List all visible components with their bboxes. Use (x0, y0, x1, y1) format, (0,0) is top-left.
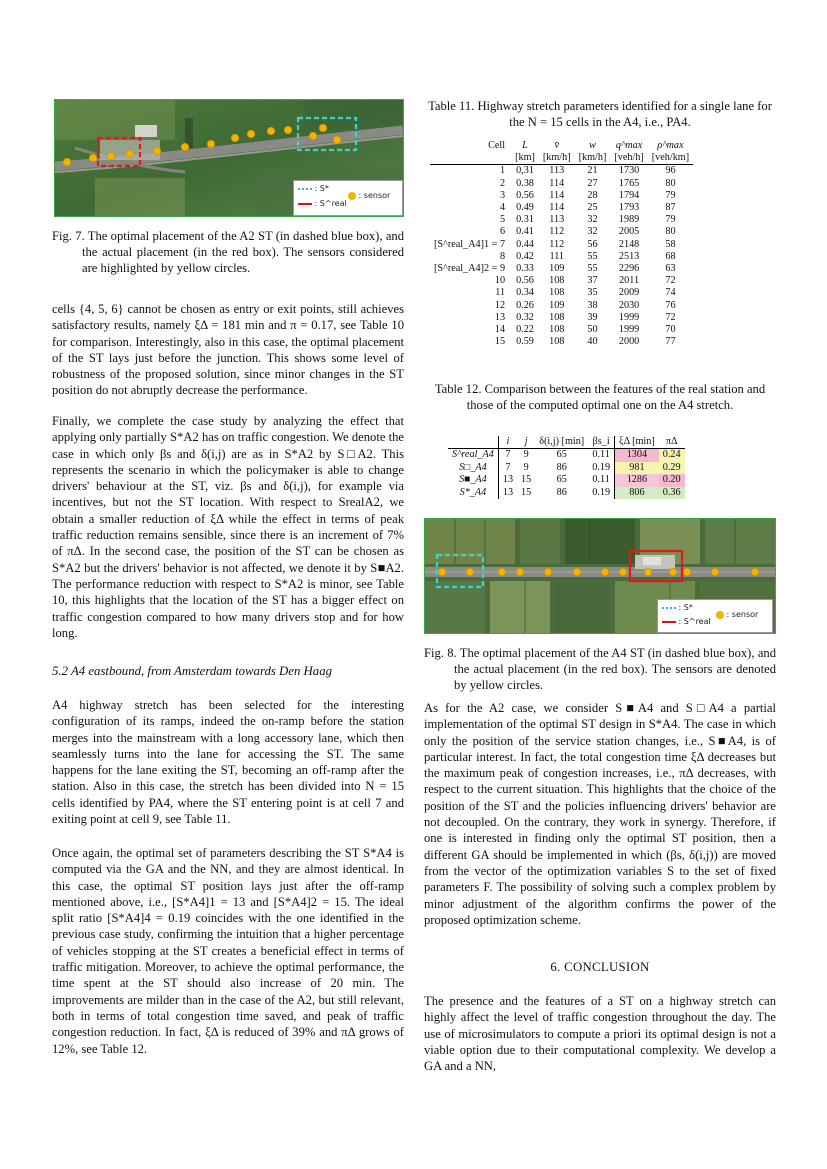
table-cell: 32 (587, 214, 598, 226)
table-cell: 4 (499, 202, 506, 214)
dashed-line-icon (662, 607, 676, 609)
fig7-map (54, 99, 404, 217)
table11-header: q^max (615, 140, 643, 151)
table-cell: 111 (549, 250, 565, 262)
sensor-icon (89, 154, 97, 162)
sensor-icon (573, 568, 581, 576)
table-cell: 10 (494, 275, 506, 287)
table-cell: 86 (556, 461, 567, 473)
fig7-legend (293, 180, 403, 216)
table-cell: 80 (665, 226, 676, 238)
dashed-line-icon (298, 188, 312, 190)
table-cell: 2005 (618, 226, 640, 238)
table11-unit (430, 152, 511, 165)
table12-caption: Table 12. Comparison between the features of the real station and those of the computed optimal one on the A4 stretch. (434, 382, 766, 412)
table11-unit: [km/h] (578, 152, 607, 164)
fig8-caption-label: Fig. 8. (424, 646, 457, 660)
table12-header (448, 436, 498, 449)
table-cell: S^real_A4 (452, 449, 494, 461)
paragraph: cells {4, 5, 6} cannot be chosen as entry or exit points, still achieves satisfactory results, namely ξΔ = 181 min and π = 0.17, see Table 10 for comparison. Interestingly, also in this case, the optimal placement of the ST lays just before the junction. This shows some level of robustness of the proposed solution, since minor changes in the ST position do not abruptly decrease the performance. (52, 302, 404, 398)
table11-header: v̄ (554, 140, 560, 151)
table-cell: 1286 (615, 474, 659, 486)
table-cell: 11 (495, 287, 506, 299)
legend-optimal-label: : S* (678, 603, 693, 612)
table-cell: 2030 (618, 299, 640, 311)
table-cell: 114 (549, 189, 565, 201)
table-cell: 14 (494, 324, 506, 336)
table-cell: 7 (498, 462, 517, 474)
legend-optimal-label: : S* (314, 184, 329, 193)
sensor-icon (153, 147, 161, 155)
table-cell: 109 (549, 299, 565, 311)
table-cell: 13 (494, 311, 506, 323)
table-cell: 28 (587, 189, 598, 201)
table-cell: 32 (587, 226, 598, 238)
table-row (430, 324, 693, 336)
table-row (430, 190, 693, 202)
table-cell: 1793 (618, 202, 640, 214)
sensor-icon (247, 130, 255, 138)
sensor-icon (207, 140, 215, 148)
table-cell: S■_A4 (459, 474, 487, 486)
table-cell: 21 (587, 165, 598, 177)
legend-sensor-label: : sensor (726, 610, 759, 619)
table-cell: 806 (615, 487, 659, 499)
sensor-icon (683, 568, 691, 576)
solid-line-icon (298, 203, 312, 205)
table11-unit: [veh/km] (651, 152, 690, 164)
table-cell: 65 (556, 474, 567, 486)
table-row (430, 263, 693, 275)
table-cell: 56 (587, 238, 598, 250)
table-cell: 981 (615, 462, 659, 474)
legend-real-label: : S^real (314, 199, 347, 208)
sensor-icon (438, 568, 446, 576)
table-cell: 2148 (618, 238, 640, 250)
table12-header: i (498, 436, 517, 449)
table-cell: 77 (665, 336, 676, 348)
table-cell: 0,31 (516, 165, 534, 177)
table-cell: 0.26 (516, 299, 534, 311)
sensor-icon (498, 568, 506, 576)
table11-unit: [veh/h] (614, 152, 644, 164)
legend-sensor-label: : sensor (358, 191, 391, 200)
table-cell: 37 (587, 275, 598, 287)
paragraph: A4 highway stretch has been selected for the interesting configuration of its ramps, indeed the on-ramp before the station merges into the mainstream with a long accessory lane, which then seamlessly turns into the lane for accessing the ST. The same happens for the lane exiting the ST, becoming an off-ramp after the station. Also in this case, the stretch has been divided into N = 15 cells identified by PA4, where the ST entering point is at cell 7 and exiting point at cell 9, see Table 11. (52, 698, 404, 827)
table-cell: 39 (587, 311, 598, 323)
fig7-caption-label: Fig. 7. (52, 229, 85, 243)
table-row (448, 449, 685, 462)
sensor-icon (516, 568, 524, 576)
table-cell: 0.19 (592, 486, 611, 498)
table-cell: 55 (587, 250, 598, 262)
table11-caption: Table 11. Highway stretch parameters identified for a single lane for the N = 15 cells in the A4, i.e., PA4. (428, 99, 772, 129)
sensor-icon (716, 611, 724, 619)
sensor-icon (466, 568, 474, 576)
sensor-icon (267, 127, 275, 135)
table-cell: 70 (665, 324, 676, 336)
table-cell: 113 (549, 165, 565, 177)
table-cell: 86 (556, 486, 567, 498)
table-cell: 108 (549, 287, 565, 299)
table11-unit: [km] (515, 152, 535, 164)
table-cell: 0.36 (659, 487, 685, 499)
table-cell: 1730 (618, 165, 640, 177)
table11-header: Cell (488, 140, 506, 151)
table11-header: w (589, 140, 596, 151)
table-cell: 2513 (618, 250, 640, 262)
table12-header: j (524, 436, 528, 447)
sensor-icon (309, 132, 317, 140)
table-cell: 0.42 (516, 250, 534, 262)
table-cell: 113 (549, 214, 565, 226)
table-cell: 109 (549, 263, 565, 275)
table-row (430, 251, 693, 263)
sensor-icon (601, 568, 609, 576)
table-cell: S*_A4 (459, 486, 487, 498)
table-cell: 108 (549, 336, 565, 348)
paragraph: The presence and the features of a ST on a highway stretch can highly affect the level of traffic congestion throughout the day. The use of microsimulators to compute a priori its optimal design is not a viable option due to their computational complexity. We develop a GA and a NN, (424, 994, 776, 1074)
table-cell: 0.11 (592, 474, 610, 486)
table12-header: βs_i (592, 436, 610, 447)
table-row (430, 312, 693, 324)
table-cell: 68 (665, 250, 676, 262)
table11-unit: [km/h] (542, 152, 571, 164)
table-cell: 76 (665, 299, 676, 311)
table-cell: 63 (665, 263, 676, 275)
table-cell: 0.44 (516, 238, 534, 250)
table-cell: 0.19 (592, 461, 611, 473)
table-cell: 1 (499, 165, 506, 177)
table-cell: 0.59 (516, 336, 534, 348)
table-cell: 0.49 (516, 202, 534, 214)
table-cell: 2000 (618, 336, 640, 348)
table-cell: 1999 (618, 311, 640, 323)
table-cell: 3 (499, 189, 506, 201)
table-cell: 79 (665, 214, 676, 226)
sensor-icon (284, 126, 292, 134)
table-cell: 108 (549, 324, 565, 336)
table-cell: 96 (665, 165, 676, 177)
table-cell: 38 (587, 299, 598, 311)
fig7-caption (52, 228, 404, 276)
table-cell: 114 (549, 177, 565, 189)
table12-header: δ(i,j) [min] (539, 436, 585, 447)
table-cell: 2009 (618, 287, 640, 299)
table-cell: 0.41 (516, 226, 534, 238)
table-cell: 6 (499, 226, 506, 238)
table-cell: 1989 (618, 214, 640, 226)
table-cell: 2011 (619, 275, 640, 287)
table-cell: 1999 (618, 324, 640, 336)
table-cell: 8 (499, 250, 506, 262)
table-cell: 5 (499, 214, 506, 226)
table-cell: 87 (665, 202, 676, 214)
sensor-icon (333, 136, 341, 144)
table-cell: 0.38 (516, 177, 534, 189)
table-cell: 0.24 (659, 449, 685, 462)
fig8-map (424, 518, 776, 634)
fig7-caption-text: The optimal placement of the A2 ST (in dashed blue box), and the actual placement (in the red box). The sensors considered are highlighted by yellow circles. (82, 229, 404, 275)
table-cell: 2296 (618, 263, 640, 275)
table11-header: L (522, 140, 528, 151)
sensor-icon (107, 152, 115, 160)
table11 (430, 140, 693, 348)
table-cell: [S^real_A4]2 = 9 (434, 263, 506, 275)
table-cell: 72 (665, 311, 676, 323)
sensor-icon (126, 150, 134, 158)
table-cell: 15 (521, 486, 532, 498)
table-cell: 9 (523, 461, 529, 473)
table-cell: 50 (587, 324, 598, 336)
table-cell: 80 (665, 177, 676, 189)
table-cell: 112 (549, 238, 565, 250)
table12 (448, 436, 685, 499)
table-cell: 55 (587, 263, 598, 275)
table-row (448, 462, 685, 474)
table-row (448, 487, 685, 499)
table-cell: 7 (498, 449, 517, 462)
table-cell: 58 (665, 238, 676, 250)
table-cell: 0.32 (516, 311, 534, 323)
table-cell: 0.31 (516, 214, 534, 226)
section-heading-6: 6. CONCLUSION (550, 960, 650, 974)
table-row (430, 275, 693, 287)
table-cell: 108 (549, 275, 565, 287)
table11-header: ρ^max (657, 140, 684, 151)
table-row (430, 300, 693, 312)
table-row (448, 474, 685, 486)
table-cell: 1304 (615, 449, 659, 462)
sensor-icon (544, 568, 552, 576)
table-cell: 27 (587, 177, 598, 189)
table-cell: 0.56 (516, 275, 534, 287)
solid-line-icon (662, 621, 676, 623)
table-cell: 0.29 (659, 462, 685, 474)
table-cell: [S^real_A4]1 = 7 (434, 238, 506, 250)
sensor-icon (644, 568, 652, 576)
table-cell: 0.20 (659, 474, 685, 486)
sensor-icon (319, 124, 327, 132)
sensor-icon (231, 134, 239, 142)
table-cell: 0.33 (516, 263, 534, 275)
paragraph: As for the A2 case, we consider S■A4 and S□A4 a partial implementation of the optimal ST design in S*A4. The case in which only the position of the service station changes, i.e., S■A4, is of particular interest. In fact, the total congestion time ξΔ decreases but the maximum peak of congestion increases, i.e., πΔ decreases, with respect to the current situation. This highlights that the choice of the position of the ST and the policies influencing drivers' behavior are not decoupled. On the contrary, they work in synergy. Therefore, if one is interested in finding only the optimal ST position, then a different GA should be implemented in which (βs, δ(i,j)) are moved from the vector of the optimization variables S to the set of fixed parameters F. The possibility of solving such a complex problem by minor adjustment of the algorithm confirms the power of the proposed optimization scheme. (424, 701, 776, 927)
table-cell: 0.56 (516, 189, 534, 201)
sensor-icon (711, 568, 719, 576)
table-cell: 13 (498, 474, 517, 486)
table12-header: πΔ (665, 436, 678, 447)
table-cell: 72 (665, 275, 676, 287)
table-cell: 15 (494, 336, 506, 348)
sensor-icon (348, 192, 356, 200)
table12-header: ξΔ [min] (615, 436, 659, 449)
table-cell: 74 (665, 287, 676, 299)
table-cell: 79 (665, 189, 676, 201)
table-cell: 0.22 (516, 324, 534, 336)
table-cell: 1765 (618, 177, 640, 189)
table-cell: 35 (587, 287, 598, 299)
table-row (430, 202, 693, 214)
sensor-icon (181, 143, 189, 151)
sensor-icon (669, 568, 677, 576)
table-cell: 15 (521, 474, 532, 486)
table-cell: 114 (549, 202, 565, 214)
paragraph: Once again, the optimal set of parameters describing the ST S*A4 is computed via the GA and the NN, and they are almost identical. In this case, the optimal ST position lays just after the off-ramp mentioned above, i.e., [S*A4]1 = 13 and [S*A4]2 = 15. The ideal split ratio [S*A4]4 = 0.19 coincides with the one identified in the previous case study, confirming the intuition that a higher percentage of vehicles stopping at the ST creates a beneficial effect in terms of traffic mitigation. Moreover, to achieve the optimal performance, the time spent at the ST should also increase of 20 min. The improvements are milder than in the case of the A2, but still relevant, both in terms of total congestion time saved, and peak of traffic congestion reduction. In fact, ξΔ is reduced of 39% and πΔ grows of 12%, see Table 12. (52, 846, 404, 1056)
sensor-icon (63, 158, 71, 166)
table-cell: 1794 (618, 189, 640, 201)
table-cell: S□_A4 (459, 461, 487, 473)
fig8-caption (424, 645, 776, 693)
table-row (430, 214, 693, 226)
paragraph: Finally, we complete the case study by analyzing the effect that applying only partially S*A2 has on traffic congestion. We denote the case in which only βs and δ(i,j) are as in S*A2 by S□A2. This represents the scenario in which the policymaker is able to change drivers' behaviour at the ST, viz. βs and δ(i,j), for example via incentives, but not the ST location. With respect to SrealA2, we obtain a smaller reduction of ξΔ while the effect in terms of peak traffic reduction remains sensible, since there is an increment of 7% of πΔ. In the second case, the position of the ST can be chosen as S*A2 but the drivers' behavior is not affected, we denote it by S■A2. The performance reduction with respect to S*A2 is minor, see Table 10, this highlights that the location of the ST has a bigger effect on traffic congestion compared to how many drivers stop and for how long. (52, 414, 404, 640)
table-row (430, 336, 693, 348)
table-cell: 108 (549, 311, 565, 323)
table-cell: 12 (494, 299, 506, 311)
fig8-legend (657, 599, 773, 633)
sensor-icon (751, 568, 759, 576)
table-cell: 112 (549, 226, 565, 238)
legend-real-label: : S^real (678, 617, 711, 626)
table-cell: 13 (498, 487, 517, 499)
section-heading-5-2: 5.2 A4 eastbound, from Amsterdam towards Den Haag (52, 664, 332, 678)
table-cell: 0.11 (592, 449, 610, 461)
table-row (430, 165, 693, 178)
fig8-caption-text: The optimal placement of the A4 ST (in dashed blue box), and the actual placement (in the red box). The sensors are denoted by yellow circles. (454, 646, 776, 692)
table-cell: 0.34 (516, 287, 534, 299)
table-row (430, 178, 693, 190)
table-cell: 2 (499, 177, 506, 189)
table-cell: 65 (556, 449, 567, 461)
table-cell: 25 (587, 202, 598, 214)
table-cell: 9 (523, 449, 529, 461)
sensor-icon (619, 568, 627, 576)
table-row (430, 239, 693, 251)
table-row (430, 287, 693, 299)
table-row (430, 226, 693, 238)
table-cell: 40 (587, 336, 598, 348)
